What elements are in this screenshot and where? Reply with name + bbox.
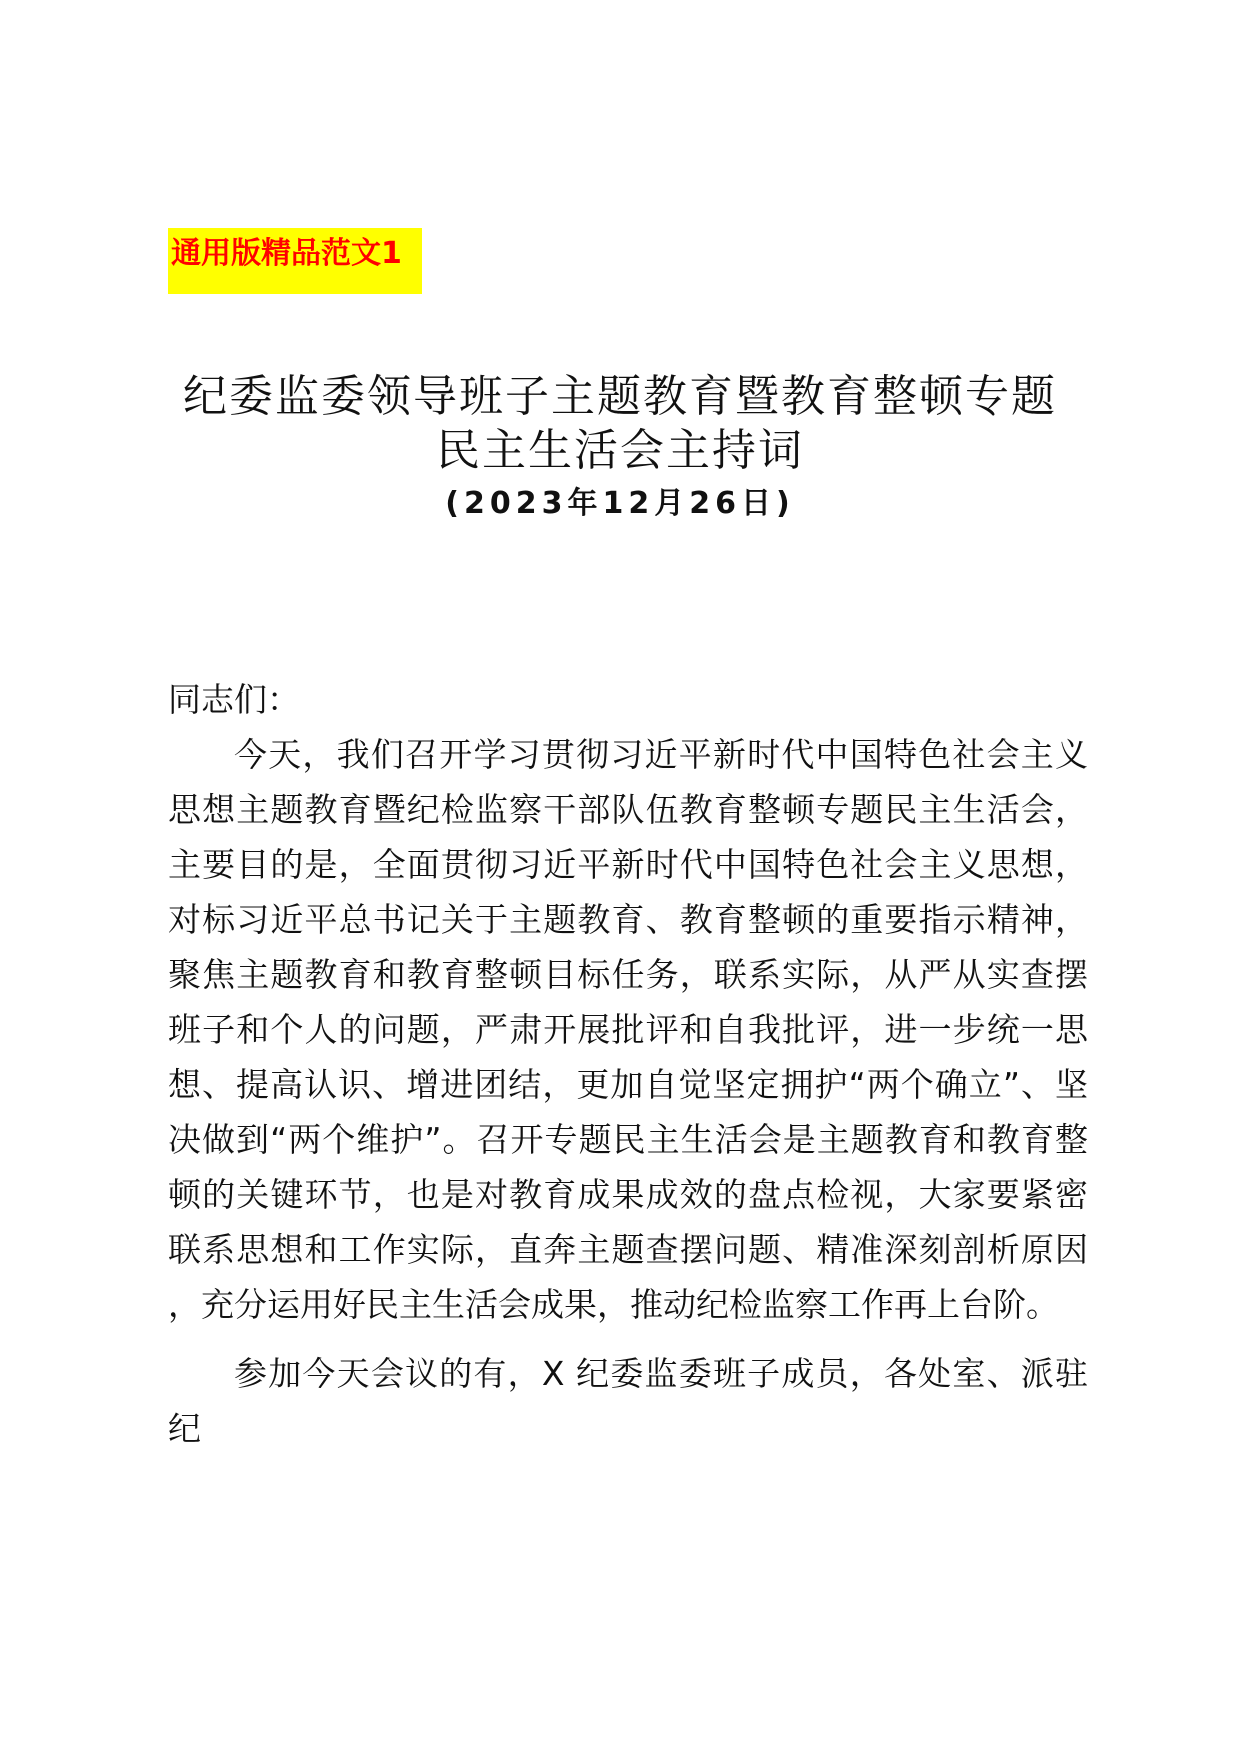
- document-title-line-1: 纪委监委领导班子主题教育暨教育整顿专题: [183, 371, 1057, 422]
- document-body: [168, 672, 1088, 1456]
- body-paragraph: 参加今天会议的有，X 纪委监委班子成员，各处室、派驻纪: [168, 1354, 1088, 1448]
- body-paragraph: 今天，我们召开学习贯彻习近平新时代中国特色社会主义思想主题教育暨纪检监察干部队伍教育整顿专题民主生活会，主要目的是，全面贯彻习近平新时代中国特色社会主义思想，对标习近平总书记关于主题教育、教育整顿的重要指示精神，聚焦主题教育和教育整顿目标任务，联系实际，从严从实查摆班子和个人的问题，严肃开展批评和自我批评，进一步统一思想、提高认识、增进团结，更加自觉坚定拥护“两个确立”、坚决做到“两个维护”。召开专题民主生活会是主题教育和教育整顿的关键环节，也是对教育成果成效的盘点检视，大家要紧密联系思想和工作实际，直奔主题查摆问题、精准深刻剖析原因，充分运用好民主生活会成果，推动纪检监察工作再上台阶。: [168, 735, 1088, 1324]
- template-tag: 通用版精品范文1: [168, 228, 422, 294]
- greeting: 同志们：: [168, 680, 300, 719]
- document-date: (2023年12月26日): [445, 486, 795, 521]
- document-title-line-2: 民主生活会主持词: [436, 425, 804, 476]
